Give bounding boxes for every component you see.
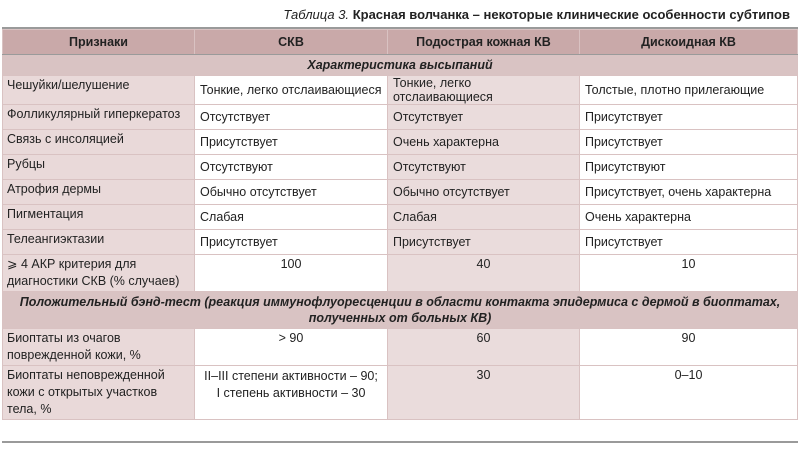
table-row <box>3 180 798 205</box>
row-label: Телеангиэктазии <box>3 230 195 255</box>
nonlesional-label-line3: тела, % <box>7 402 52 416</box>
header-row <box>3 30 798 55</box>
lesional-label-line1: Биоптаты из очагов <box>7 331 121 345</box>
cell-skv: Слабая <box>195 205 388 230</box>
cell-subacute: Отсутствует <box>388 105 580 130</box>
skv-activity-line2: I степень активности – 30 <box>216 386 366 400</box>
row-label: Пигментация <box>3 205 195 230</box>
cell-discoid: 0–10 <box>580 366 798 420</box>
cell-subacute: 40 <box>388 255 580 292</box>
nonlesional-label-line1: Биоптаты неповрежденной <box>7 368 165 382</box>
cell-discoid: Присутствует, очень характерна <box>580 180 798 205</box>
cell-skv <box>195 366 388 420</box>
header-discoid: Дискоидная КВ <box>580 30 798 55</box>
cell-skv: Обычно отсутствует <box>195 180 388 205</box>
acr-label-line2: диагностики СКВ (% случаев) <box>7 274 180 288</box>
cell-discoid: 10 <box>580 255 798 292</box>
clinical-features-table <box>2 29 798 420</box>
cell-discoid: Очень характерна <box>580 205 798 230</box>
skv-activity-line1: II–III степени активности – 90; <box>204 369 378 383</box>
cell-discoid: Присутствует <box>580 105 798 130</box>
cell-subacute: 30 <box>388 366 580 420</box>
band-test-title-line1: Положительный бэнд-тест (реакция иммунофлуоресценции в области контакта эпидермиса с дермой в биоптатах, <box>19 295 781 309</box>
row-label-acr <box>3 255 195 292</box>
acr-label-line1: ⩾ 4 АКР критерия для <box>7 257 137 271</box>
row-label: Рубцы <box>3 155 195 180</box>
cell-subacute: Отсутствуют <box>388 155 580 180</box>
row-label: Атрофия дермы <box>3 180 195 205</box>
table-row <box>3 205 798 230</box>
nonlesional-label-line2: кожи с открытых участков <box>7 385 158 399</box>
table-row-lesional <box>3 329 798 366</box>
row-label-lesional <box>3 329 195 366</box>
table-row <box>3 105 798 130</box>
table-row-nonlesional <box>3 366 798 420</box>
table-caption <box>283 4 790 26</box>
header-skv: СКВ <box>195 30 388 55</box>
cell-subacute: 60 <box>388 329 580 366</box>
cell-discoid: Присутствует <box>580 230 798 255</box>
cell-subacute: Присутствует <box>388 230 580 255</box>
section-row <box>3 292 798 329</box>
cell-skv: > 90 <box>195 329 388 366</box>
bottom-rule <box>2 441 798 443</box>
table-row-acr <box>3 255 798 292</box>
cell-skv: Присутствует <box>195 130 388 155</box>
lesional-label-line2: поврежденной кожи, % <box>7 348 141 362</box>
cell-discoid: Присутствуют <box>580 155 798 180</box>
row-label: Фолликулярный гиперкератоз <box>3 105 195 130</box>
cell-skv: 100 <box>195 255 388 292</box>
cell-skv: Тонкие, легко отслаивающиеся <box>195 76 388 105</box>
caption-label: Таблица 3. <box>283 7 350 22</box>
cell-subacute: Очень характерна <box>388 130 580 155</box>
cell-discoid: Толстые, плотно прилегающие <box>580 76 798 105</box>
table-row <box>3 155 798 180</box>
header-subacute: Подострая кожная КВ <box>388 30 580 55</box>
cell-skv: Отсутствует <box>195 105 388 130</box>
cell-subacute: Слабая <box>388 205 580 230</box>
caption-text: Красная волчанка – некоторые клинические особенности субтипов <box>352 7 790 22</box>
cell-skv: Присутствует <box>195 230 388 255</box>
cell-skv: Отсутствуют <box>195 155 388 180</box>
header-signs: Признаки <box>3 30 195 55</box>
table-row <box>3 130 798 155</box>
band-test-title-line2: полученных от больных КВ) <box>308 311 492 325</box>
section-row <box>3 55 798 76</box>
row-label: Связь с инсоляцией <box>3 130 195 155</box>
section-title-band-test <box>3 292 798 329</box>
table-row <box>3 230 798 255</box>
row-label: Чешуйки/шелушение <box>3 76 195 105</box>
cell-discoid: 90 <box>580 329 798 366</box>
row-label-nonlesional <box>3 366 195 420</box>
section-title-rash: Характеристика высыпаний <box>3 55 798 76</box>
table-row <box>3 76 798 105</box>
cell-subacute: Тонкие, легко отслаивающиеся <box>388 76 580 105</box>
cell-discoid: Присутствует <box>580 130 798 155</box>
cell-subacute: Обычно отсутствует <box>388 180 580 205</box>
